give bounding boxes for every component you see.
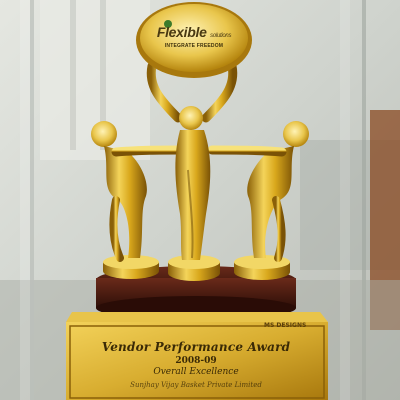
glass-reflection <box>20 0 34 400</box>
glass-reflection <box>340 0 350 400</box>
medal-brand-text: Flexible <box>156 24 207 40</box>
medal-tagline: INTEGRATE FREEDOM <box>164 43 224 49</box>
plaque-title: Vendor Performance Award <box>101 340 291 354</box>
medal-brand-suffix: solutions <box>210 33 232 39</box>
window-bars <box>70 0 76 150</box>
plaque-year: 2008-09 <box>175 356 217 366</box>
plaque-subtitle: Overall Excellence <box>153 367 239 377</box>
plaque-recipient: Sunjhay Vijay Basket Private Limited <box>130 381 262 389</box>
plinth-top <box>66 312 328 322</box>
medal-brand <box>140 24 248 40</box>
plaque-maker-logo: MS DESIGNS <box>264 322 307 329</box>
